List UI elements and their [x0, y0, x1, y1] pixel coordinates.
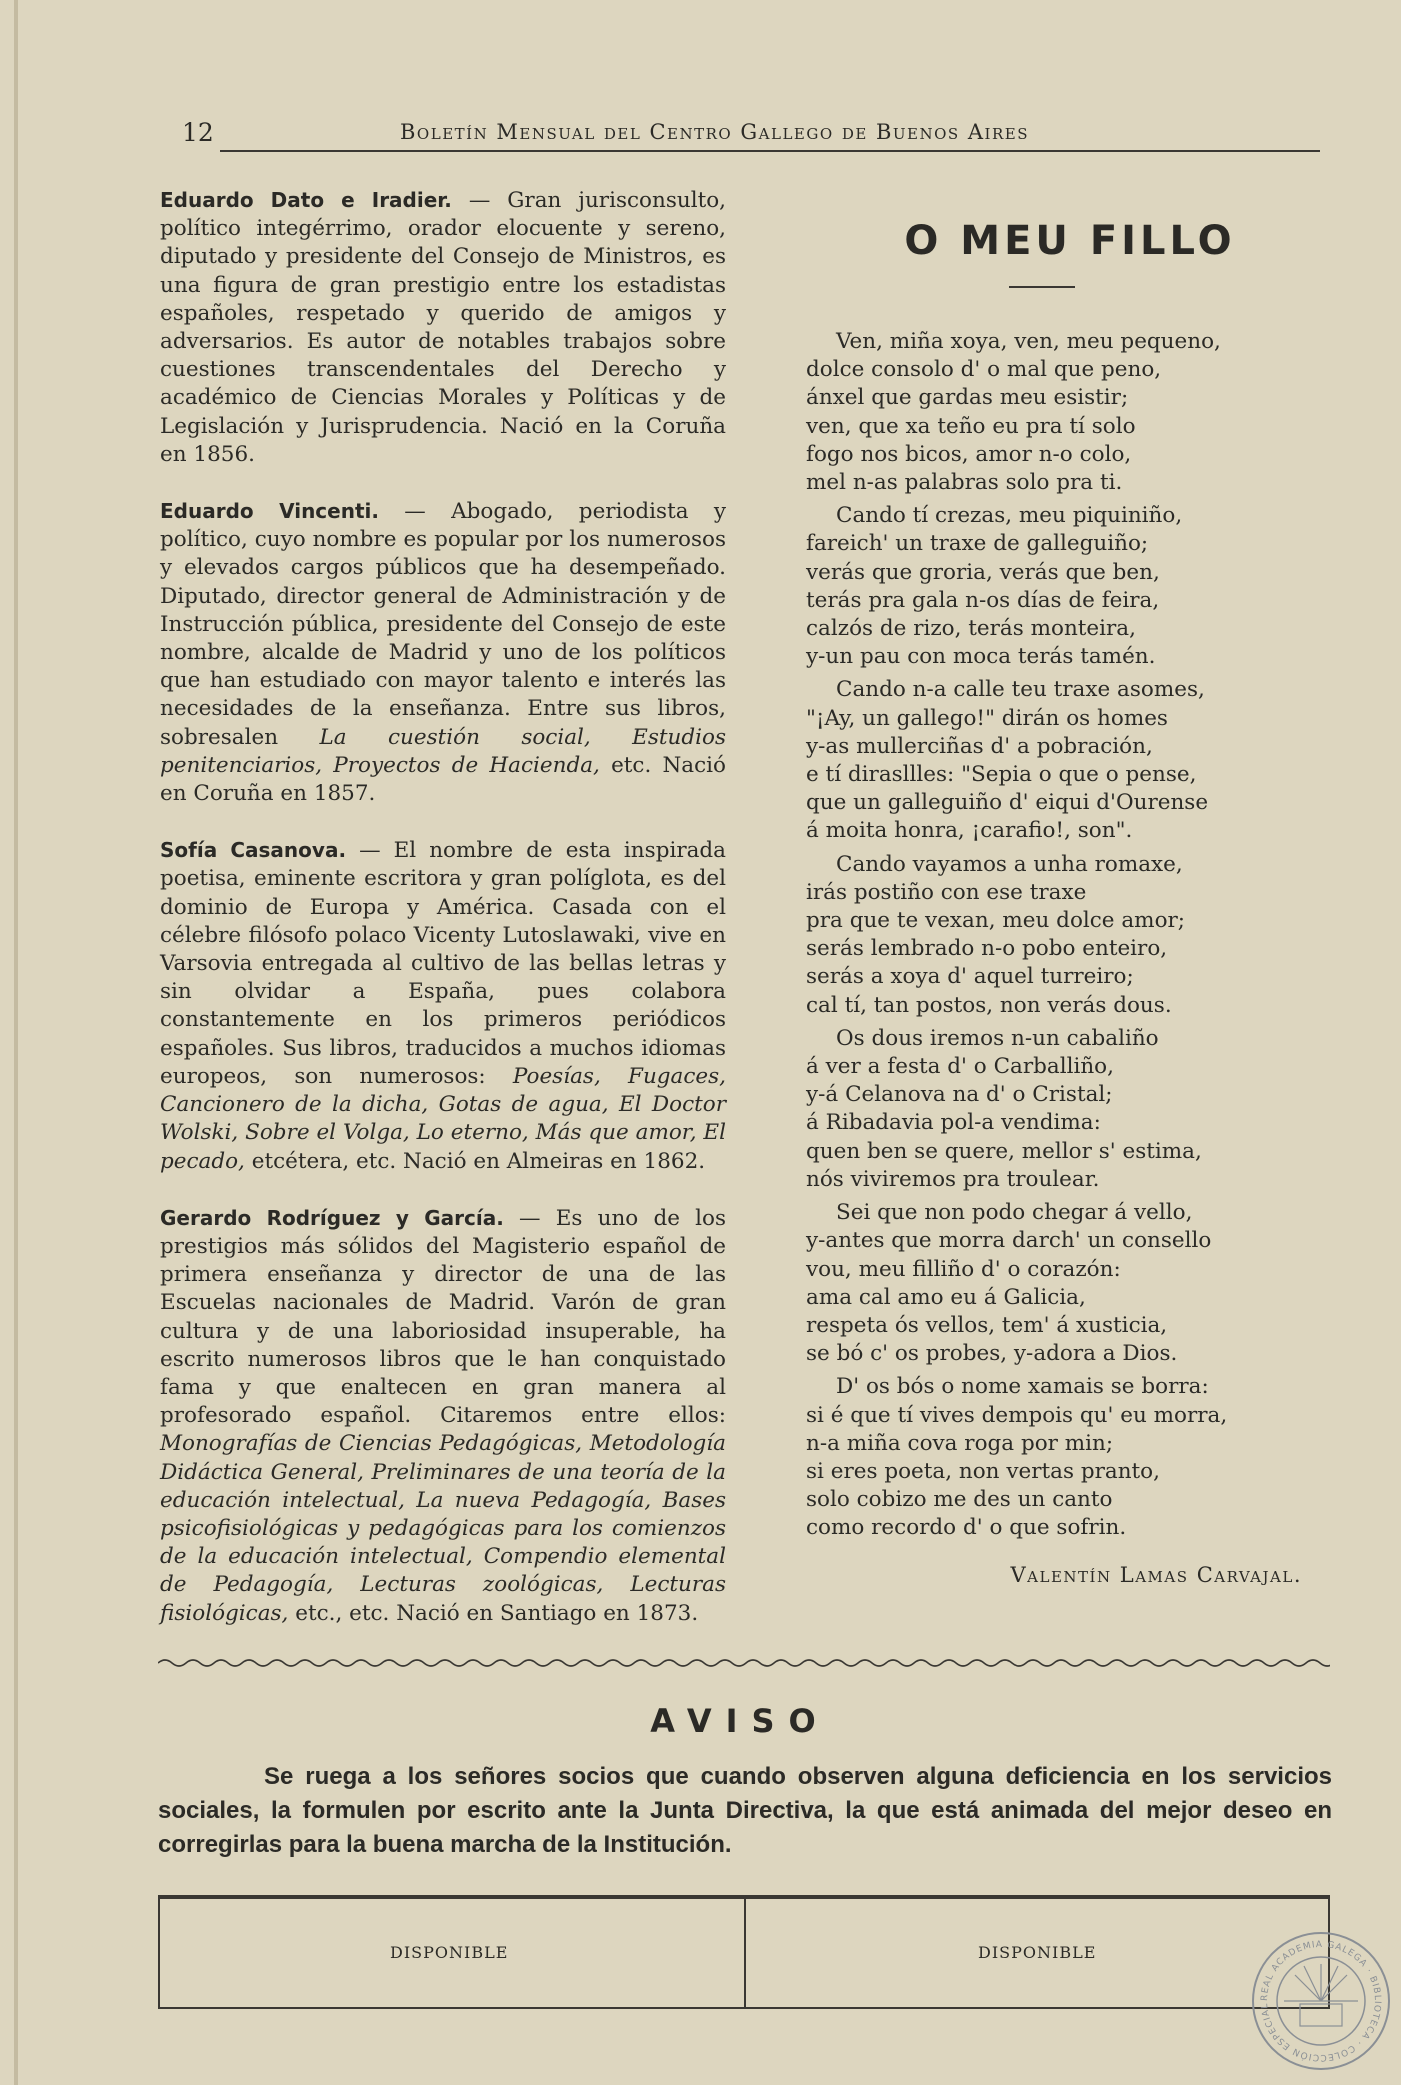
bio-text: — Abogado, periodista y político, cuyo nombre es popular por los numerosos y elevados cargos públicos que ha desempeñado. Diputado, director general de Administración y de Instrucción pública, presidente del Consejo de este nombre, alcalde de Madrid y uno de los políticos que han estudiado con mayor talento e interés las necesidades de la enseñanza. Entre sus libros, sobresalen: [160, 499, 726, 750]
poem-line: si eres poeta, non vertas pranto,: [806, 1458, 1160, 1484]
poem-line: si é que tí vives dempois qu' eu morra,: [806, 1402, 1228, 1428]
ad-slot-right: DISPONIBLE: [978, 1943, 1097, 1962]
poem-line: e tí dirasllles: "Sepia o que o pense,: [806, 762, 1197, 788]
poem-line: D' os bós o nome xamais se borra:: [836, 1374, 1209, 1400]
poem-author: Valentín Lamas Carvajal.: [1010, 1562, 1302, 1587]
bio-name: Gerardo Rodríguez y García.: [160, 1205, 504, 1230]
poem-line: mel n-as palabras solo pra ti.: [806, 470, 1123, 496]
biography-casanova: [160, 836, 726, 1175]
bio-name: Eduardo Dato e Iradier.: [160, 188, 452, 212]
poem-line: Cando vayamos a unha romaxe,: [836, 851, 1183, 877]
poem-stanza: [806, 676, 1306, 845]
library-seal-stamp: [1250, 1930, 1392, 2072]
poem-line: fogo nos bicos, amor n-o colo,: [806, 441, 1132, 467]
sunburst-icon: [1284, 1964, 1358, 2001]
aviso-text: Se ruega a los señores socios que cuando observen alguna deficiencia en los servicios sociales, la formulen por escrito ante la Junta Directiva, la que está animada del mejor deseo en corregirlas para la buena marcha de la Institución.: [158, 1763, 1332, 1858]
poem-stanza: [806, 1199, 1306, 1368]
poem-line: y-as mullerciñas d' a pobración,: [806, 733, 1153, 759]
running-title: Boletín Mensual del Centro Gallego de Buenos Aires: [400, 120, 1029, 144]
biography-vincenti: [160, 497, 726, 808]
aviso-title: AVISO: [650, 1702, 830, 1740]
poem-line: dolce consolo d' o mal que peno,: [806, 357, 1162, 383]
poem-line: Cando n-a calle teu traxe asomes,: [836, 677, 1205, 703]
seal-text: REAL ACADEMIA GALEGA · BIBLIOTECA · COLECCIÓN ESPECIAL: [1259, 1939, 1383, 2063]
poem-line: á moita honra, ¡carafio!, son".: [806, 818, 1133, 844]
ad-slot-left: DISPONIBLE: [390, 1943, 509, 1962]
poem-line: y-antes que morra darch' un consello: [806, 1228, 1212, 1254]
bio-text: — Es uno de los prestigios más sólidos del Magisterio español de primera enseñanza y director de una de las Escuelas nacionales de Madrid. Varón de gran cultura y de una laboriosidad insuperable, ha escrito numerosos libros que le han conquistado fama y que enaltecen en gran manera al profesorado español. Citaremos entre ellos:: [160, 1205, 726, 1429]
poem-column: [806, 218, 1306, 1587]
poem-line: Cando tí crezas, meu piquiniño,: [836, 503, 1183, 529]
wavy-divider: [158, 1656, 1330, 1670]
biographies-column: [160, 186, 726, 1656]
page-number: 12: [182, 118, 214, 147]
poem-line: solo cobizo me des un canto: [806, 1487, 1113, 1513]
bio-works: La cuestión social, Estudios penitenciarios, Proyectos de Hacienda,: [160, 724, 726, 778]
poem-line: á Ribadavia pol-a vendima:: [806, 1110, 1101, 1136]
title-rule: [1009, 286, 1075, 288]
poem-line: fareich' un traxe de galleguiño;: [806, 531, 1149, 557]
poem-line: ánxel que gardas meu esistir;: [806, 385, 1129, 411]
poem-line: Os dous iremos n-un cabaliño: [836, 1025, 1159, 1051]
poem-line: pra que te vexan, meu dolce amor;: [806, 908, 1186, 934]
poem-line: quen ben se quere, mellor s' estima,: [806, 1138, 1202, 1164]
poem-line: serás lembrado n-o pobo enteiro,: [806, 936, 1168, 962]
poem-title: O MEU FILLO: [904, 218, 1236, 264]
bio-text-end: etc. Nació en Coruña en 1857.: [160, 752, 726, 807]
biography-dato: [160, 186, 726, 469]
bio-name: Eduardo Vincenti.: [160, 499, 379, 524]
poem-line: se bó c' os probes, y-adora a Dios.: [806, 1341, 1178, 1367]
poem-line: Ven, miña xoya, ven, meu pequeno,: [836, 329, 1221, 354]
poem-line: ama cal amo eu á Galicia,: [806, 1284, 1086, 1310]
poem-line: y-á Celanova na d' o Cristal;: [806, 1082, 1113, 1108]
poem-line: Sei que non podo chegar á vello,: [836, 1200, 1193, 1226]
poem-stanza: [806, 328, 1306, 497]
ad-divider: [744, 1899, 746, 2007]
bio-works: Poesías, Fugaces, Cancionero de la dicha, Gotas de agua, El Doctor Wolski, Sobre el Volga, Lo eterno, Más que amor, El pecado,: [160, 1063, 726, 1174]
poem-line: cal tí, tan postos, non verás dous.: [806, 992, 1172, 1018]
poem-line: ven, que xa teño eu pra tí solo: [806, 413, 1136, 439]
bio-text: — Gran jurisconsulto, político integérrimo, orador elocuente y sereno, diputado y presidente del Consejo de Ministros, es una figura de gran prestigio entre los estadistas españoles, respetado y querido de amigos y adversarios. Es autor de notables trabajos sobre cuestiones transcendentales del Derecho y académico de Ciencias Morales y Políticas y de Legislación y Jurisprudencia. Nació en la Coruña en 1856.: [160, 188, 726, 467]
poem-line: vou, meu filliño d' o corazón:: [806, 1256, 1121, 1282]
poem-line: nós viviremos pra troulear.: [806, 1166, 1100, 1192]
poem-stanzas: [806, 328, 1306, 1543]
header-rule: [220, 150, 1320, 152]
poem-stanza: [806, 1025, 1306, 1194]
page-fold-shadow: [14, 0, 18, 2085]
poem-line: como recordo d' o que sofrin.: [806, 1515, 1127, 1541]
advertisement-box: [158, 1897, 1330, 2009]
poem-line: "¡Ay, un gallego!" dirán os homes: [806, 705, 1168, 731]
poem-line: verás que groria, verás que ben,: [806, 559, 1160, 585]
poem-line: calzós de rizo, terás monteira,: [806, 616, 1136, 642]
poem-line: y-un pau con moca terás tamén.: [806, 644, 1156, 670]
poem-line: irás postiño con ese traxe: [806, 879, 1087, 905]
poem-line: terás pra gala n-os días de feira,: [806, 587, 1160, 613]
poem-line: respeta ós vellos, tem' á xusticia,: [806, 1312, 1168, 1338]
bio-text-end: etcétera, etc. Nació en Almeiras en 1862.: [244, 1148, 706, 1174]
poem-line: serás a xoya d' aquel turreiro;: [806, 964, 1134, 990]
poem-stanza: [806, 1373, 1306, 1542]
page-header: [160, 114, 1320, 154]
poem-line: que un galleguiño d' eiqui d'Ourense: [806, 790, 1209, 816]
bio-name: Sofía Casanova.: [160, 838, 347, 863]
poem-line: n-a miña cova roga por min;: [806, 1430, 1114, 1456]
bio-text-end: etc., etc. Nació en Santiago en 1873.: [288, 1600, 699, 1626]
biography-rodriguez: [160, 1204, 726, 1628]
bio-text: — El nombre de esta inspirada poetisa, eminente escritora y gran políglota, es del dominio de Europa y América. Casada con el célebre filósofo polaco Vicenty Lutoslawaki, vive en Varsovia entregada al cultivo de las bellas letras y sin olvidar a España, pues colabora constantemente en los primeros periódicos españoles. Sus libros, traducidos a muchos idiomas europeos, son numerosos:: [160, 838, 727, 1089]
bio-works: Monografías de Ciencias Pedagógicas, Metodología Didáctica General, Preliminares de una teoría de la educación intelectual, La nueva Pedagogía, Bases psicofisiológicas y pedagógicas para los comienzos de la educación intelectual, Compendio elemental de Pedagogía, Lecturas zoológicas, Lecturas fisiológicas,: [160, 1431, 726, 1626]
poem-stanza: [806, 502, 1306, 671]
poem-line: á ver a festa d' o Carballiño,: [806, 1054, 1114, 1080]
poem-stanza: [806, 851, 1306, 1020]
